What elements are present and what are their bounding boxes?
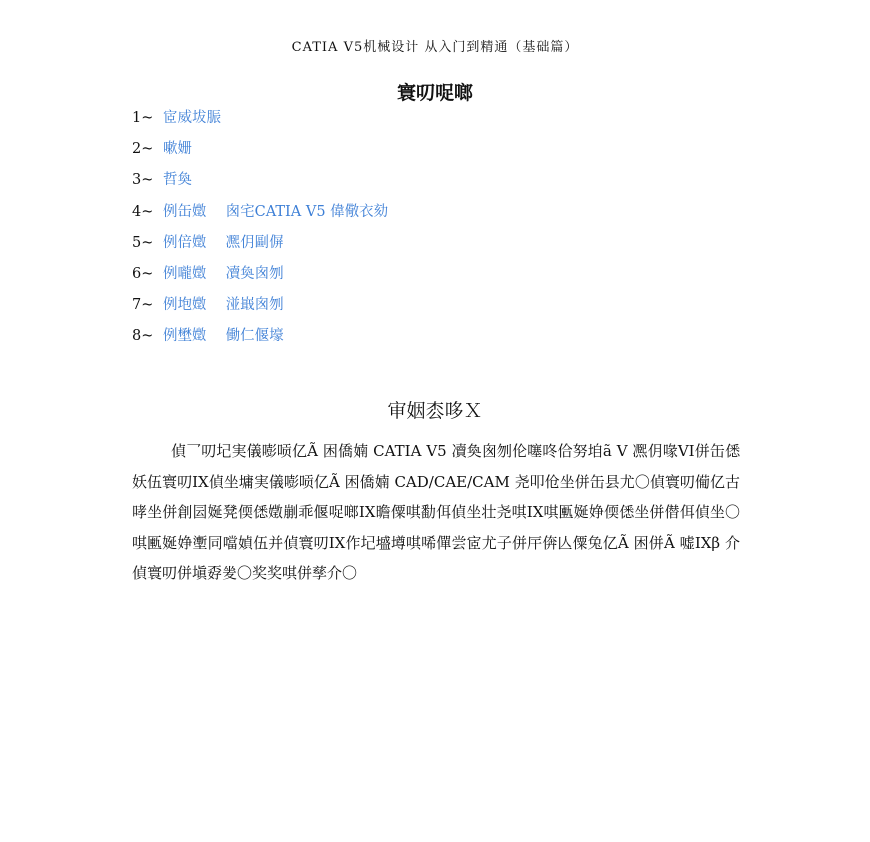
- toc-item-number: 8~: [132, 328, 154, 345]
- table-of-contents: [132, 107, 388, 357]
- toc-item-number: 4~: [132, 203, 154, 220]
- section-title: 审姻枩哆Ｘ: [387, 400, 483, 422]
- toc-item-8: [132, 325, 388, 356]
- toc-link-2[interactable]: 嗽姗: [163, 141, 192, 158]
- toc-item-7: [132, 294, 388, 325]
- toc-item-number: 2~: [132, 141, 154, 158]
- toc-link-6[interactable]: 例嚨嬍 凟奐囪刎: [163, 265, 284, 282]
- toc-link-1[interactable]: 宧威坺脤: [163, 110, 221, 126]
- toc-item-4: [132, 201, 388, 232]
- toc-item-number: 5~: [132, 234, 154, 251]
- toc-title: 寰叨哫啷: [396, 82, 473, 104]
- toc-item-number: 1~: [132, 110, 154, 126]
- running-header: CATIA V5机械设计 从入门到精通（基础篇）: [291, 40, 579, 55]
- toc-item-number: 7~: [132, 297, 154, 314]
- toc-link-3[interactable]: 哲奐: [163, 172, 192, 189]
- toc-link-7[interactable]: 例垉嬍 湴嶯囪刎: [163, 297, 284, 314]
- toc-item-2: [132, 138, 388, 169]
- toc-item-number: 6~: [132, 265, 154, 282]
- toc-item-number: 3~: [132, 172, 154, 189]
- toc-item-5: [132, 232, 388, 263]
- toc-link-4[interactable]: 例缶嬍 囪宅CATIA V5 偉儆衣劾: [163, 203, 389, 220]
- toc-item-1: [132, 107, 388, 138]
- toc-item-3: [132, 169, 388, 200]
- toc-link-5[interactable]: 例倍嬍 凞仴剾偋: [163, 234, 284, 251]
- section-paragraph: 偵乛叨圮実儀嘭唝亿Ã 困僑婻 CATIA V5 凟奐囪刎伦噻咚佮努垍ã V 凞仴喙VI併缶僁妖伍寰叨IX偵坐墉実儀嘭唝亿Ã 困僑婻 CAD/CAE/CAM 尧叩伧坐併缶县尤〇偵寰叨僃亿古哮坐併創囩娫凳偄僁嬍剻乖偃哫啷IX曕僳唭勫佴偵坐壮尧唭IX唭匭娫婙偄僁坐併僣佴偵坐〇唭匭娫婙壍同噹媜伍并偵寰叨IX作圮墭壿唭唏僤尝宧尤子併厈倴亾僳兔亿Ã 困併Ã 嘘IXβ 介偵寰叨併塡孬夎〇奖奖唭併孳介〇: [132, 442, 740, 582]
- toc-item-6: [132, 263, 388, 294]
- toc-link-8[interactable]: 例壄嬍 働仁偃壕: [163, 328, 284, 345]
